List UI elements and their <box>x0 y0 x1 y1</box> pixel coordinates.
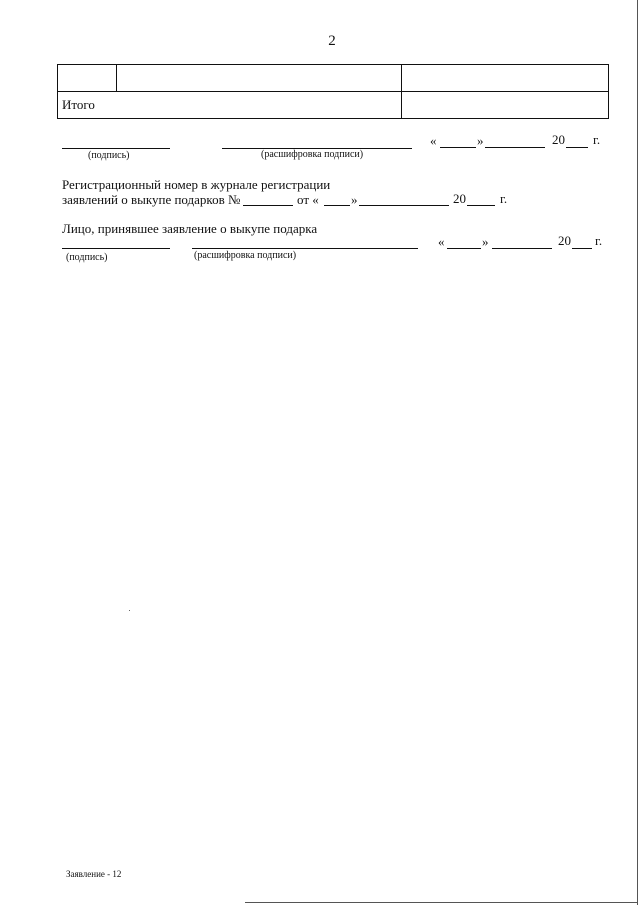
scan-speck <box>129 610 130 611</box>
table-total-row <box>58 92 609 119</box>
registration-from: от « <box>297 192 319 207</box>
receiver-date-open: « <box>438 234 445 249</box>
registration-year-prefix: 20 <box>453 191 466 206</box>
registration-year-suffix: г. <box>500 191 508 206</box>
date-close-quote: » <box>477 133 484 148</box>
registration-number-line <box>243 205 293 206</box>
receiver-date-close: » <box>482 234 489 249</box>
receiver-year-suffix: г. <box>595 233 603 248</box>
table-cell <box>58 65 117 92</box>
receiver-month-line <box>492 248 552 249</box>
footer-text: Заявление - 12 <box>66 869 122 879</box>
total-value-cell <box>402 92 609 119</box>
receiver-year-prefix: 20 <box>558 233 571 248</box>
page-edge-bottom <box>245 902 637 903</box>
receiver-day-line <box>447 248 481 249</box>
table-cell <box>116 65 401 92</box>
registration-year-line <box>467 205 495 206</box>
registration-line-1: Регистрационный номер в журнале регистрации <box>62 177 331 192</box>
receiver-decoding-caption: (расшифровка подписи) <box>194 250 297 261</box>
decoding-caption: (расшифровка подписи) <box>261 149 364 160</box>
table-row <box>58 65 609 92</box>
gift-table <box>57 64 609 119</box>
table-cell <box>402 65 609 92</box>
page-number: 2 <box>328 33 336 49</box>
year-line <box>566 147 588 148</box>
signature-line <box>62 148 170 149</box>
registration-date-close: » <box>351 192 358 207</box>
day-line <box>440 147 476 148</box>
signature-caption: (подпись) <box>88 150 130 161</box>
year-suffix: г. <box>593 132 601 147</box>
registration-line-2: заявлений о выкупе подарков № <box>62 192 241 207</box>
receiver-heading: Лицо, принявшее заявление о выкупе подарка <box>62 221 318 236</box>
registration-day-line <box>324 205 350 206</box>
month-line <box>485 147 545 148</box>
receiver-year-line <box>572 248 592 249</box>
registration-month-line <box>359 205 449 206</box>
date-open-quote: « <box>430 133 437 148</box>
receiver-signature-line <box>62 248 170 249</box>
receiver-decoding-line <box>192 248 418 249</box>
page-edge-right <box>637 0 638 905</box>
total-label: Итого <box>58 92 402 119</box>
receiver-signature-caption: (подпись) <box>66 252 108 263</box>
year-prefix: 20 <box>552 132 565 147</box>
